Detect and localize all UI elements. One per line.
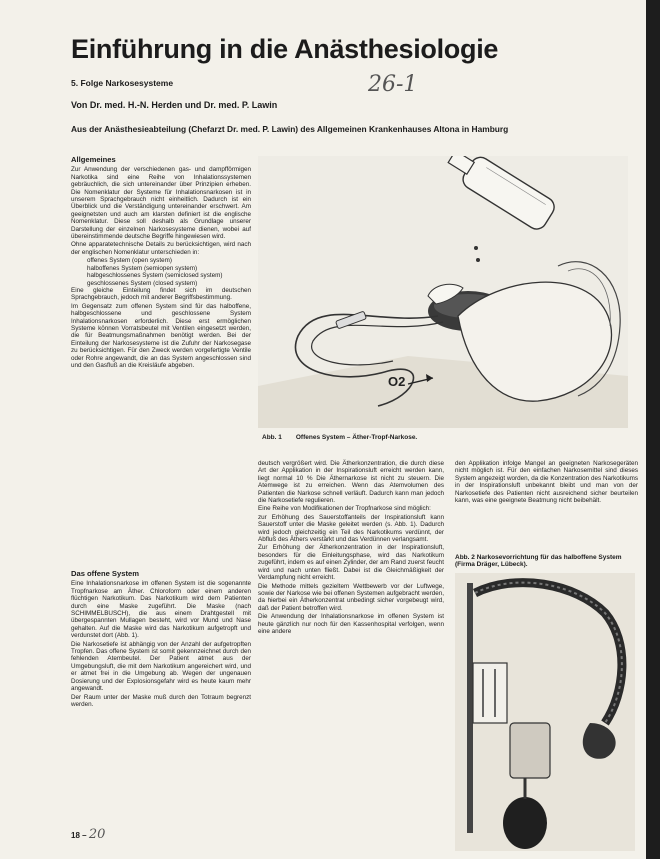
column-left-top xyxy=(71,156,251,370)
ether-drop-anesthesia-drawing xyxy=(258,156,628,428)
paragraph: deutsch vergrößert wird. Die Ätherkonzentration, die durch diese Art der Applikation in der Inspirationsluft erreicht werden kann, liegt normal 10 % Die Äthernarkose ist nicht zu steuern. Die Atemwege ist zu erreichen. Wenn das Atemvolumen des Patienten die Narkose schnell verläuft. Dadurch kann man jedoch die Narkosetiefe regulieren. xyxy=(258,460,444,505)
page-number xyxy=(71,827,105,842)
handwritten-page-number: 20 xyxy=(88,827,106,842)
ether-bottle xyxy=(442,156,558,233)
paragraph: Ohne apparatetechnische Details zu berücksichtigen, wird nach der englischen Nomenklatur unterschieden in: xyxy=(71,241,251,256)
figure-2-photo xyxy=(455,573,635,851)
paragraph: Eine gleiche Einteilung findet sich im deutschen Sprachgebrauch, jedoch mit anderer Begriffsbestimmung. xyxy=(71,286,251,302)
vaporizer xyxy=(510,723,550,778)
scan-edge-shadow xyxy=(646,0,660,859)
paragraph: Eine Reihe von Modifikationen der Tropfnarkose sind möglich: xyxy=(258,505,431,513)
paragraph: den Applikation infolge Mangel an geeigneten Narkosegeräten nicht möglich ist. Für den einfachen Narkosemittel sind dieses System angezeigt worden, da die Konzentration des Narkotikums in der Inspirationsluft unbekannt bleibt und man von der Narkosetiefe des Patienten nicht ausreichend sicher beurteilen kann, was eine geeignete Beatmung nicht beibehält. xyxy=(455,460,638,505)
paragraph: Der Raum unter der Maske muß durch den Totraum begrenzt werden. xyxy=(71,693,251,708)
list-item: offenes System (open system) xyxy=(87,257,172,265)
list-item: halboffenes System (semiopen system) xyxy=(87,264,198,272)
affiliation-line: Aus der Anästhesieabteilung (Chefarzt Dr. med. P. Lawin) des Allgemeinen Krankenhauses Altona in Hamburg xyxy=(71,124,509,134)
paragraph: zur Erhöhung des Sauerstoffanteils der Inspirationsluft kann Sauerstoff unter die Maske geleitet werden (s. Abb. 1). Dadurch wird jedoch gleichzeitig ein Teil des Narkotikums verdünnt, der Abfluß des Äthers verstärkt und das Verdünnen verlangsamt. xyxy=(258,513,444,544)
figure-label: Abb. 2 xyxy=(455,554,475,561)
section-heading-offenes-system: Das offene System xyxy=(71,569,139,578)
reservoir-bag xyxy=(503,797,547,849)
series-label: 5. Folge Narkosesysteme xyxy=(71,78,174,88)
paragraph: Die Methode mittels gezieltem Wettbewerb vor der Luftwege, sowie der Narkose wie bei offenen Systemen aufgebracht werden, da hierbei ein Ätherkonzentrat unbedingt sicher vorgebeugt wird, daß der Patient betroffen wird. xyxy=(258,582,444,612)
figure-caption-text: Offenes System – Äther-Tropf-Narkose. xyxy=(295,434,418,441)
figure-label: Abb. 1 xyxy=(262,434,282,441)
figure-caption-text: Narkosevorrichtung für das halboffene System (Firma Dräger, Lübeck). xyxy=(455,554,622,568)
list-item: geschlossenes System (closed system) xyxy=(87,279,198,287)
paragraph: Die Narkosetiefe ist abhängig von der Anzahl der aufgetropften Tropfen. Das offene System ist somit gekennzeichnet durch den fehlenden Atembeutel. Der Patient atmet aus der Umgebungsluft, die mit dem Narkotikum angereichert wird, und er atmet frei in die Umgebung ab. Wegen der ungenauen Dosierung und der Explosionsgefahr wird es heute kaum mehr angewandt. xyxy=(71,640,251,693)
column-middle xyxy=(258,460,444,636)
list-item: halbgeschlossenes System (semiclosed system) xyxy=(87,272,223,280)
anesthesia-apparatus-photo xyxy=(455,573,635,851)
author-line: Von Dr. med. H.-N. Herden und Dr. med. P. Lawin xyxy=(71,100,278,110)
ether-drop xyxy=(474,246,478,250)
column-left-bottom xyxy=(71,570,251,709)
paragraph: Eine Inhalationsnarkose im offenen System ist die sogenannte Tropfnarkose am Äther. Chloroform oder einem anderen flüchtigen Narkotikum. Das Narkotikum wird dem Patienten durch eine Maske zugeführt. Die Maske (nach SCHIMMELBUSCH), die aus einem Drahtgestell mit übergespannten Mullagen besteht, wird vor Mund und Nase gehalten. Auf die Maske wird das Narkotikum aufgetropft und verdunstet dort (Abb. 1). xyxy=(71,580,251,640)
figure-2-caption xyxy=(455,554,638,568)
flowmeter xyxy=(473,663,507,723)
tube-clip xyxy=(336,311,367,329)
o2-label: O2 xyxy=(388,374,406,389)
section-heading-allgemeines: Allgemeines xyxy=(71,155,116,164)
paragraph: Zur Erhöhung der Ätherkonzentration in der Inspirationsluft, besonders für die Einleitungsphase, wird das Narkotikum zugeführt, indem es auf einen Zylinder, der am Rand zuerst feucht wird und nach unten fließt. Dabei ist die Gleichmäßigkeit der Verdampfung nicht erreicht. xyxy=(258,544,444,582)
ether-drop xyxy=(476,258,480,262)
printed-page-number: 18 – xyxy=(71,831,87,840)
column-right xyxy=(455,460,638,505)
figure-1-caption xyxy=(262,434,431,441)
figure-1-illustration xyxy=(258,156,628,428)
article-title: Einführung in die Anästhesiologie xyxy=(71,34,499,64)
paragraph: Im Gegensatz zum offenen System sind für das halboffene, halbgeschlossene und geschlossene System Inhalationsnarkosen erforderlich. Diese erst ermöglichen Systeme können Vorratsbeutel mit Ventilen eingesetzt werden, die für Beatmungsmaßnahmen benötigt werden. Bei der Einteilung der Narkosesysteme ist die Zufuhr der Narkosegase zu berücksichtigen. Für den Zweck werden vorgefertigte Ventile oder Rohre angewandt, die an das System angeschlossen sind und den Gasfluß an die Kreisläufe abgeben. xyxy=(71,302,251,369)
paragraph: Zur Anwendung der verschiedenen gas- und dampfförmigen Narkotika sind eine Reihe von Inhalationssystemen gebräuchlich, die sich untereinander über Prinzipien erheben. Die Nomenklatur der Systeme für Inhalationsnarkosen ist in unserem Sprachgebrauch nicht einheitlich. Dadurch ist ein Überblick und die Verständigung untereinander erschwert. Am geeignetsten und auch am klarsten definiert ist die englische Nomenklatur. Diese soll deshalb als Grundlage unserer Darstellung der einzelnen Narkosesysteme dienen, wobei auf übereinstimmende deutsche Begriffe hingewiesen wird. xyxy=(71,166,251,241)
system-list xyxy=(71,257,251,287)
stand-pole xyxy=(467,583,473,833)
handwritten-note: 26-1 xyxy=(368,72,418,97)
paragraph: Die Anwendung der Inhalationsnarkose im offenen System ist heute gänzlich nur noch für den Kassenhospital verfolgen, wenn eine andere xyxy=(258,613,444,635)
